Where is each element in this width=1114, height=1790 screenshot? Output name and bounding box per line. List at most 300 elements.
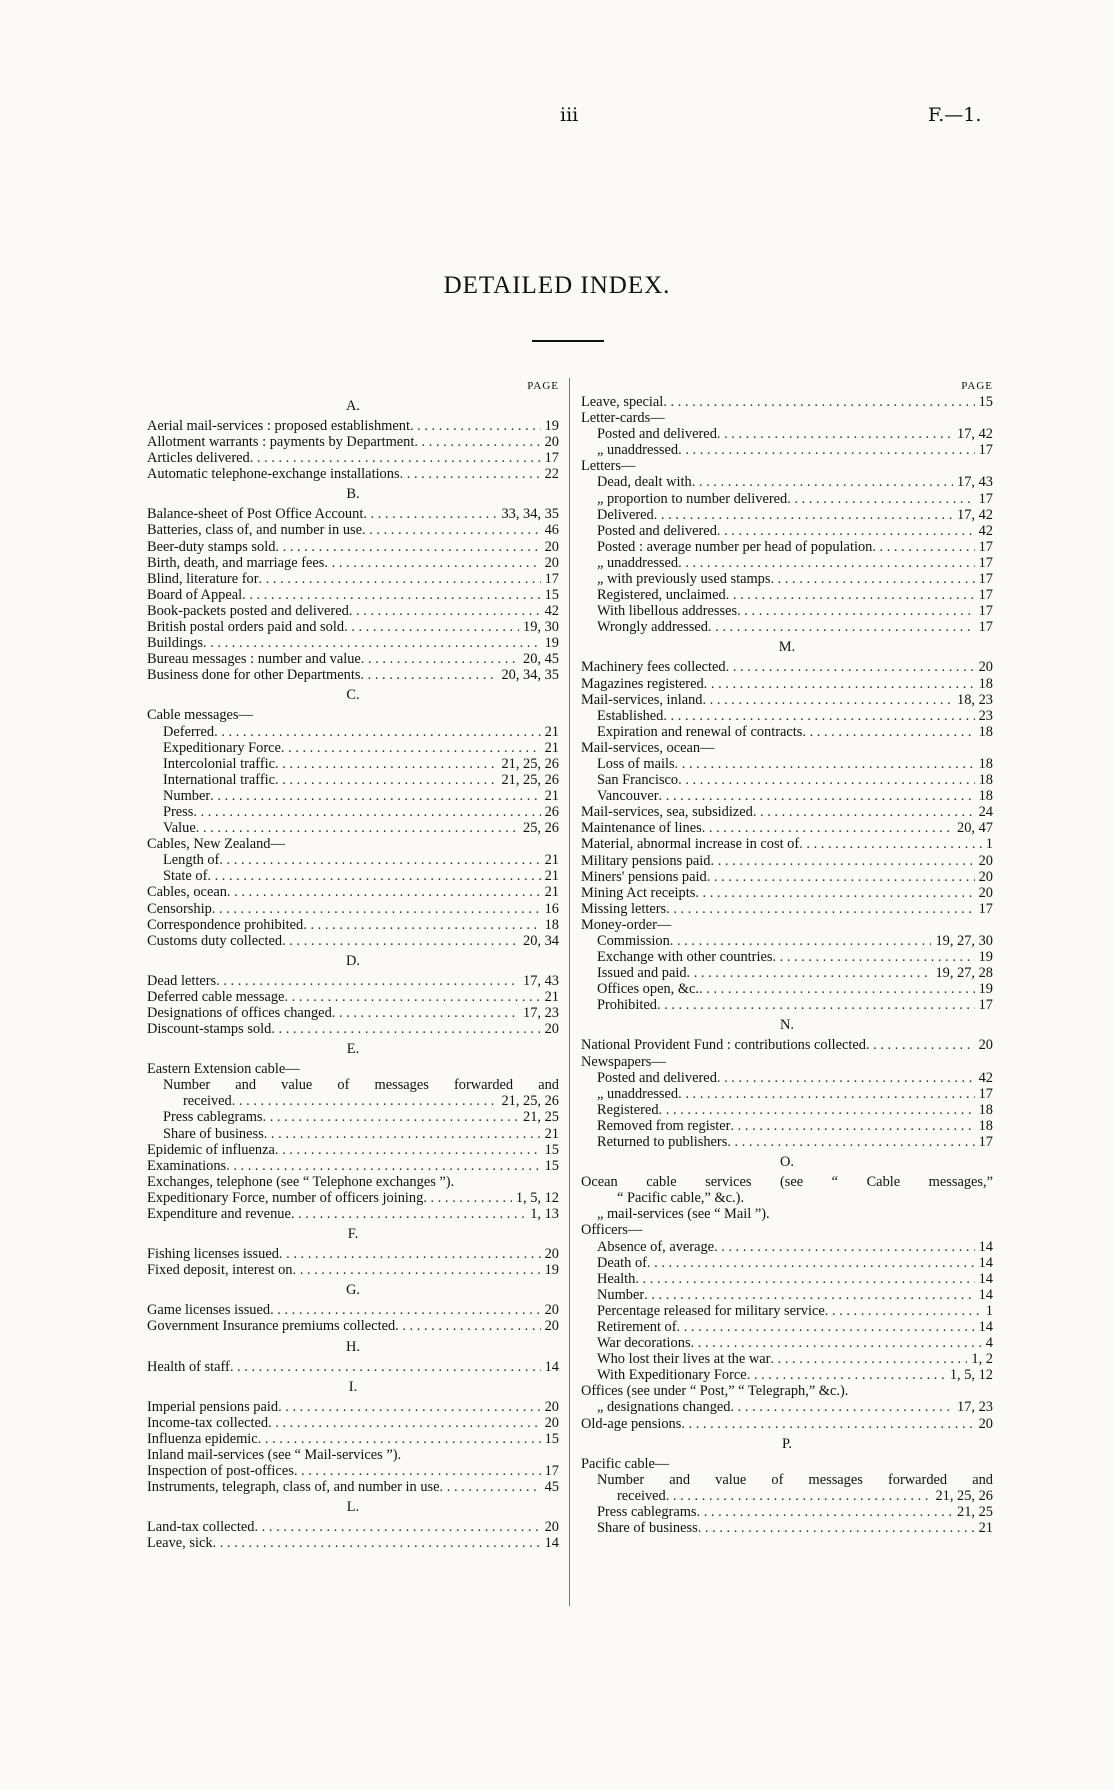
leader-dots bbox=[747, 1367, 946, 1383]
leader-dots bbox=[866, 1037, 975, 1053]
entry-label: Board of Appeal bbox=[147, 586, 243, 603]
leader-dots bbox=[196, 820, 519, 836]
index-entry bbox=[581, 804, 993, 820]
entry-label: Leave, special bbox=[581, 394, 664, 410]
entry-page-numbers: 14 bbox=[978, 1286, 993, 1303]
entry-label: British postal orders paid and sold bbox=[147, 619, 345, 636]
leader-dots bbox=[702, 692, 953, 708]
leader-dots bbox=[698, 1520, 975, 1536]
entry-label: Wrongly addressed bbox=[597, 619, 708, 636]
leader-dots bbox=[663, 708, 974, 724]
entry-page-numbers: 21 bbox=[544, 787, 559, 804]
index-entry bbox=[581, 507, 993, 523]
index-entry bbox=[581, 442, 993, 458]
entry-label: Instruments, telegraph, class of, and number in use bbox=[147, 1479, 440, 1496]
index-entry bbox=[147, 635, 559, 651]
entry-page-numbers: 18 bbox=[978, 788, 993, 805]
section-letter: I. bbox=[348, 1378, 358, 1395]
entry-page-numbers: 17 bbox=[978, 442, 993, 459]
index-entry bbox=[581, 901, 993, 917]
entry-label: Press cablegrams bbox=[597, 1503, 697, 1520]
index-entry bbox=[581, 474, 993, 490]
entry-page-numbers: 20 bbox=[978, 1415, 993, 1432]
leader-dots bbox=[825, 1303, 982, 1319]
entry-page-numbers: 17 bbox=[978, 1134, 993, 1151]
entry-label: Missing letters bbox=[581, 900, 667, 917]
entry-label: Machinery fees collected bbox=[581, 659, 726, 676]
leader-dots bbox=[284, 989, 540, 1005]
leader-dots bbox=[275, 539, 540, 555]
entry-label: Military pensions paid bbox=[581, 852, 711, 869]
entry-page-numbers: 17, 23 bbox=[523, 1005, 559, 1021]
index-subheading: “ Pacific cable,” &c.). bbox=[617, 1190, 745, 1207]
entry-label: Posted : average number per head of population bbox=[597, 538, 873, 555]
leader-dots bbox=[675, 756, 975, 772]
index-entry bbox=[581, 1504, 993, 1520]
document-code: F.—1. bbox=[928, 104, 982, 126]
entry-label: Deferred bbox=[163, 723, 215, 740]
entry-label: Game licenses issued bbox=[147, 1302, 271, 1319]
index-subheading: Number and value of messages forwarded and bbox=[597, 1471, 993, 1488]
index-entry bbox=[581, 869, 993, 885]
entry-page-numbers: 17 bbox=[978, 1085, 993, 1102]
index-entry bbox=[147, 917, 559, 933]
section-letter: C. bbox=[346, 687, 360, 704]
entry-page-numbers: 20, 47 bbox=[957, 820, 993, 837]
entry-page-numbers: 17 bbox=[544, 570, 559, 587]
index-entry bbox=[147, 804, 559, 820]
entry-page-numbers: 21 bbox=[544, 988, 559, 1005]
index-entry bbox=[147, 756, 559, 772]
index-subheading: Eastern Extension cable— bbox=[147, 1061, 300, 1078]
leader-dots bbox=[678, 1086, 974, 1102]
index-entry bbox=[147, 1190, 559, 1206]
entry-page-numbers: 21 bbox=[544, 723, 559, 740]
leader-dots bbox=[207, 868, 540, 884]
leader-dots bbox=[707, 869, 975, 885]
entry-page-numbers: 20 bbox=[978, 1037, 993, 1054]
index-entry bbox=[581, 1319, 993, 1335]
leader-dots bbox=[677, 1319, 975, 1335]
entry-label: „ unaddressed bbox=[597, 554, 679, 571]
section-letter: G. bbox=[346, 1282, 360, 1299]
entry-page-numbers: 14 bbox=[978, 1238, 993, 1255]
entry-label: Imperial pensions paid bbox=[147, 1398, 279, 1415]
index-entry bbox=[581, 885, 993, 901]
entry-page-numbers: 17 bbox=[978, 571, 993, 588]
entry-page-numbers: 42 bbox=[544, 602, 559, 619]
section-letter: E. bbox=[346, 1041, 360, 1058]
index-entry bbox=[147, 1302, 559, 1318]
index-entry bbox=[581, 788, 993, 804]
index-entry bbox=[147, 1126, 559, 1142]
entry-page-numbers: 19, 30 bbox=[523, 619, 559, 636]
leader-dots bbox=[697, 1504, 954, 1520]
leader-dots bbox=[654, 507, 953, 523]
leader-dots bbox=[681, 1416, 974, 1432]
entry-page-numbers: 17 bbox=[978, 490, 993, 507]
leader-dots bbox=[219, 852, 540, 868]
index-entry bbox=[147, 651, 559, 667]
index-entry bbox=[581, 491, 993, 507]
leader-dots bbox=[227, 884, 541, 900]
index-subheading: Letter-cards— bbox=[581, 410, 665, 427]
entry-page-numbers: 1, 2 bbox=[971, 1351, 993, 1368]
entry-page-numbers: 17, 42 bbox=[957, 506, 993, 523]
entry-page-numbers: 21, 25, 26 bbox=[501, 755, 559, 772]
leader-dots bbox=[281, 740, 541, 756]
page-column-header: PAGE bbox=[527, 380, 559, 392]
index-entry bbox=[147, 740, 559, 756]
entry-page-numbers: 19, 27, 28 bbox=[935, 965, 993, 982]
entry-label: With Expeditionary Force bbox=[597, 1367, 747, 1384]
entry-page-numbers: 17, 43 bbox=[523, 972, 559, 989]
section-letter: A. bbox=[346, 398, 360, 414]
index-entry bbox=[581, 539, 993, 555]
leader-dots bbox=[714, 1239, 975, 1255]
entry-label: Articles delivered bbox=[147, 450, 250, 467]
index-entry bbox=[581, 523, 993, 539]
leader-dots bbox=[659, 788, 975, 804]
entry-page-numbers: 19 bbox=[544, 1262, 559, 1279]
entry-page-numbers: 18 bbox=[978, 772, 993, 789]
entry-label: Discount-stamps sold bbox=[147, 1021, 272, 1038]
entry-label: Fixed deposit, interest on bbox=[147, 1262, 293, 1279]
index-entry bbox=[147, 1535, 559, 1551]
entry-page-numbers: 20 bbox=[544, 1414, 559, 1431]
entry-label: Aerial mail-services : proposed establishment bbox=[147, 418, 410, 434]
leader-dots bbox=[232, 1093, 498, 1109]
index-entry bbox=[147, 1206, 559, 1222]
entry-label: Registered, unclaimed bbox=[597, 587, 726, 604]
index-entry bbox=[581, 1134, 993, 1150]
index-entry bbox=[581, 981, 993, 997]
entry-page-numbers: 20, 34 bbox=[523, 932, 559, 949]
leader-dots bbox=[659, 1102, 975, 1118]
index-entry bbox=[147, 1142, 559, 1158]
section-letter: B. bbox=[346, 486, 360, 503]
leader-dots bbox=[344, 619, 519, 635]
entry-page-numbers: 14 bbox=[544, 1535, 559, 1552]
entry-page-numbers: 15 bbox=[544, 1157, 559, 1174]
entry-label: Balance-sheet of Post Office Account bbox=[147, 506, 364, 523]
leader-dots bbox=[647, 1255, 975, 1271]
section-letter: L. bbox=[346, 1499, 360, 1516]
entry-page-numbers: 1, 13 bbox=[530, 1206, 559, 1223]
index-entry bbox=[147, 1519, 559, 1535]
index-entry bbox=[581, 571, 993, 587]
leader-dots bbox=[711, 853, 975, 869]
entry-page-numbers: 18 bbox=[978, 1117, 993, 1134]
index-entry bbox=[581, 1037, 993, 1053]
index-entry bbox=[147, 603, 559, 619]
index-column-left bbox=[147, 378, 559, 1551]
entry-page-numbers: 14 bbox=[978, 1270, 993, 1287]
entry-page-numbers: 18 bbox=[978, 755, 993, 772]
index-entry bbox=[147, 1479, 559, 1495]
index-entry bbox=[147, 1415, 559, 1431]
entry-label: Cables, ocean bbox=[147, 884, 227, 901]
leader-dots bbox=[802, 724, 974, 740]
index-entry bbox=[147, 868, 559, 884]
leader-dots bbox=[275, 756, 497, 772]
index-entry bbox=[581, 1335, 993, 1351]
entry-page-numbers: 1 bbox=[985, 1302, 993, 1319]
entry-page-numbers: 21, 25, 26 bbox=[501, 1093, 559, 1110]
index-entry bbox=[147, 1109, 559, 1125]
index-entry bbox=[581, 603, 993, 619]
leader-dots bbox=[361, 651, 519, 667]
leader-dots bbox=[726, 659, 975, 675]
entry-page-numbers: 26 bbox=[544, 803, 559, 820]
entry-label: „ unaddressed bbox=[597, 442, 679, 459]
entry-page-numbers: 18 bbox=[544, 916, 559, 933]
section-letter: H. bbox=[346, 1338, 360, 1355]
index-entry bbox=[581, 1303, 993, 1319]
index-subheading: „ mail-services (see “ Mail ”). bbox=[597, 1206, 770, 1223]
entry-page-numbers: 15 bbox=[544, 1141, 559, 1158]
entry-label: Death of bbox=[597, 1254, 647, 1271]
entry-label: Old-age pensions bbox=[581, 1415, 682, 1432]
entry-label: Book-packets posted and delivered bbox=[147, 602, 349, 619]
entry-page-numbers: 15 bbox=[978, 394, 993, 410]
entry-label: Epidemic of influenza bbox=[147, 1141, 275, 1158]
leader-dots bbox=[727, 1134, 974, 1150]
entry-label: Expenditure and revenue bbox=[147, 1206, 291, 1223]
leader-dots bbox=[678, 442, 974, 458]
entry-label: Buildings bbox=[147, 635, 203, 652]
entry-page-numbers: 14 bbox=[978, 1254, 993, 1271]
entry-label: Bureau messages : number and value bbox=[147, 651, 361, 668]
index-entry bbox=[147, 724, 559, 740]
entry-page-numbers: 24 bbox=[978, 804, 993, 821]
entry-page-numbers: 20 bbox=[544, 1021, 559, 1038]
entry-page-numbers: 19 bbox=[978, 981, 993, 998]
entry-label: Government Insurance premiums collected bbox=[147, 1318, 396, 1335]
entry-label: Mail-services, sea, subsidized bbox=[581, 804, 753, 821]
index-entry bbox=[581, 1399, 993, 1415]
leader-dots bbox=[254, 1519, 540, 1535]
entry-label: Intercolonial traffic bbox=[163, 755, 276, 772]
entry-page-numbers: 21 bbox=[544, 739, 559, 756]
leader-dots bbox=[250, 450, 541, 466]
entry-label: Offices open, &c. bbox=[597, 981, 700, 998]
entry-label: With libellous addresses bbox=[597, 603, 738, 620]
index-subheading: Inland mail-services (see “ Mail-services ”). bbox=[147, 1446, 402, 1463]
index-entry bbox=[581, 965, 993, 981]
section-letter: D. bbox=[346, 952, 360, 969]
entry-label: San Francisco bbox=[597, 772, 679, 789]
entry-page-numbers: 21 bbox=[544, 852, 559, 869]
entry-label: Retirement of bbox=[597, 1318, 677, 1335]
entry-label: Number bbox=[597, 1286, 645, 1303]
entry-label: Beer-duty stamps sold bbox=[147, 538, 276, 555]
column-divider bbox=[569, 378, 570, 1606]
entry-label: Batteries, class of, and number in use bbox=[147, 522, 363, 539]
entry-page-numbers: 17 bbox=[544, 1462, 559, 1479]
entry-label: Land-tax collected bbox=[147, 1519, 255, 1536]
leader-dots bbox=[717, 1070, 975, 1086]
index-subheading: Ocean cable services (see “ Cable messages,” bbox=[581, 1174, 993, 1191]
leader-dots bbox=[678, 772, 974, 788]
entry-label: Health bbox=[597, 1270, 636, 1287]
entry-page-numbers: 17 bbox=[978, 997, 993, 1014]
leader-dots bbox=[691, 1335, 982, 1351]
index-entry bbox=[147, 852, 559, 868]
leader-dots bbox=[360, 667, 497, 683]
index-entry bbox=[147, 1021, 559, 1037]
leader-dots bbox=[414, 434, 540, 450]
leader-dots bbox=[410, 418, 541, 434]
page-title: DETAILED INDEX. bbox=[443, 272, 671, 299]
leader-dots bbox=[708, 619, 975, 635]
index-entry bbox=[581, 1086, 993, 1102]
leader-dots bbox=[259, 571, 541, 587]
entry-label: Mining Act receipts bbox=[581, 884, 696, 901]
entry-label: State of bbox=[163, 868, 208, 885]
index-entry bbox=[581, 772, 993, 788]
entry-label: Birth, death, and marriage fees bbox=[147, 554, 325, 571]
leader-dots bbox=[332, 1005, 519, 1021]
title-rule bbox=[532, 340, 604, 342]
section-letter: M. bbox=[778, 639, 796, 656]
leader-dots bbox=[214, 724, 540, 740]
index-entry bbox=[581, 1488, 993, 1504]
index-entry bbox=[581, 997, 993, 1013]
leader-dots bbox=[270, 1302, 541, 1318]
entry-page-numbers: 20 bbox=[544, 554, 559, 571]
leader-dots bbox=[210, 788, 540, 804]
leader-dots bbox=[279, 1246, 541, 1262]
page-number: iii bbox=[560, 104, 579, 126]
entry-label: Customs duty collected bbox=[147, 932, 283, 949]
entry-page-numbers: 20, 45 bbox=[523, 651, 559, 668]
entry-label: Dead, dealt with bbox=[597, 474, 692, 491]
entry-label: Press bbox=[163, 803, 194, 820]
entry-page-numbers: 17 bbox=[544, 450, 559, 467]
entry-page-numbers: 15 bbox=[544, 586, 559, 603]
index-entry bbox=[147, 571, 559, 587]
leader-dots bbox=[670, 933, 932, 949]
entry-label: Censorship bbox=[147, 900, 212, 917]
entry-page-numbers: 21, 25 bbox=[957, 1503, 993, 1520]
entry-label: Press cablegrams bbox=[163, 1109, 263, 1126]
index-entry bbox=[581, 619, 993, 635]
entry-label: Vancouver bbox=[597, 788, 659, 805]
leader-dots bbox=[717, 523, 975, 539]
index-entry bbox=[581, 1239, 993, 1255]
index-entry bbox=[147, 1246, 559, 1262]
entry-label: „ with previously used stamps bbox=[597, 571, 771, 588]
leader-dots bbox=[193, 804, 540, 820]
entry-page-numbers: 19, 27, 30 bbox=[935, 933, 993, 949]
entry-label: Value bbox=[163, 820, 196, 837]
entry-label: Inspection of post-offices bbox=[147, 1462, 294, 1479]
index-entry bbox=[147, 772, 559, 788]
entry-label: Leave, sick bbox=[147, 1535, 213, 1552]
entry-label: Prohibited bbox=[597, 997, 657, 1014]
index-entry bbox=[581, 853, 993, 869]
entry-page-numbers: 22 bbox=[544, 466, 559, 483]
entry-page-numbers: 17, 43 bbox=[957, 474, 993, 491]
index-entry bbox=[147, 1359, 559, 1375]
index-entry bbox=[581, 1367, 993, 1383]
entry-label: Allotment warrants : payments by Department bbox=[147, 434, 415, 451]
entry-label: Material, abnormal increase in cost of bbox=[581, 836, 800, 853]
leader-dots bbox=[242, 587, 540, 603]
index-entry bbox=[147, 418, 559, 434]
entry-label: Income-tax collected bbox=[147, 1414, 269, 1431]
index-entry bbox=[147, 667, 559, 683]
index-entry bbox=[581, 820, 993, 836]
entry-label: received bbox=[183, 1093, 232, 1110]
entry-label: Returned to publishers bbox=[597, 1134, 728, 1151]
entry-page-numbers: 18 bbox=[978, 1101, 993, 1118]
entry-page-numbers: 17, 23 bbox=[957, 1399, 993, 1416]
leader-dots bbox=[213, 1535, 541, 1551]
entry-label: Removed from register bbox=[597, 1117, 731, 1134]
index-entry bbox=[147, 466, 559, 482]
index-entry bbox=[581, 933, 993, 949]
entry-label: Delivered bbox=[597, 506, 654, 523]
leader-dots bbox=[271, 1021, 540, 1037]
index-entry bbox=[581, 1416, 993, 1432]
entry-page-numbers: 25, 26 bbox=[523, 820, 559, 837]
index-entry bbox=[581, 676, 993, 692]
index-subheading: Pacific cable— bbox=[581, 1455, 670, 1472]
entry-label: „ proportion to number delivered bbox=[597, 490, 788, 507]
entry-page-numbers: 20 bbox=[978, 659, 993, 676]
leader-dots bbox=[278, 1399, 541, 1415]
leader-dots bbox=[644, 1287, 974, 1303]
entry-page-numbers: 1 bbox=[985, 836, 993, 853]
leader-dots bbox=[230, 1359, 541, 1375]
entry-label: Share of business bbox=[163, 1125, 264, 1142]
entry-page-numbers: 17 bbox=[978, 619, 993, 636]
entry-label: Expiration and renewal of contracts bbox=[597, 723, 803, 740]
entry-label: Mail-services, inland bbox=[581, 691, 703, 708]
entry-label: Expeditionary Force, number of officers joining bbox=[147, 1189, 424, 1206]
entry-page-numbers: 21, 25, 26 bbox=[935, 1487, 993, 1504]
index-column-right bbox=[581, 378, 993, 1536]
index-entry bbox=[147, 587, 559, 603]
entry-label: Length of bbox=[163, 852, 220, 869]
entry-label: Expeditionary Force bbox=[163, 739, 281, 756]
entry-label: Automatic telephone-exchange installations bbox=[147, 466, 400, 483]
entry-page-numbers: 19 bbox=[544, 635, 559, 652]
index-entry bbox=[581, 1351, 993, 1367]
index-entry bbox=[147, 1262, 559, 1278]
entry-page-numbers: 20 bbox=[978, 884, 993, 901]
leader-dots bbox=[695, 885, 974, 901]
leader-dots bbox=[263, 1109, 520, 1125]
entry-page-numbers: 33, 34, 35 bbox=[501, 506, 559, 523]
section-letter: F. bbox=[347, 1226, 359, 1243]
index-entry bbox=[581, 426, 993, 442]
leader-dots bbox=[324, 555, 540, 571]
section-letter: P. bbox=[781, 1435, 792, 1452]
index-entry bbox=[581, 1070, 993, 1086]
index-subheading: Exchanges, telephone (see “ Telephone exchanges ”). bbox=[147, 1173, 455, 1190]
leader-dots bbox=[362, 522, 541, 538]
entry-page-numbers: 1, 5, 12 bbox=[515, 1189, 559, 1206]
index-entry bbox=[581, 756, 993, 772]
leader-dots bbox=[264, 1126, 541, 1142]
index-subheading: Letters— bbox=[581, 458, 636, 475]
entry-label: Designations of offices changed bbox=[147, 1005, 332, 1021]
index-entry bbox=[147, 1318, 559, 1334]
leader-dots bbox=[702, 820, 953, 836]
